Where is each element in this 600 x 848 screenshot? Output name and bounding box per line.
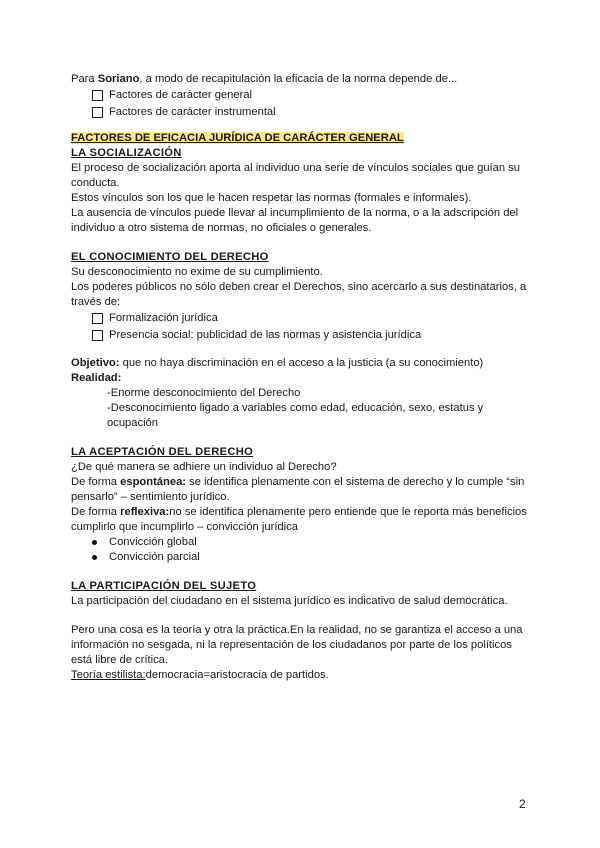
realidad-label: Realidad: [71, 372, 122, 384]
author-name: Soriano [97, 73, 140, 85]
espontanea-paragraph: De forma espontánea: se identifica plenamente con el sistema de derecho y lo cumple “sin pensarlo” – sentimiento jurídico. [71, 476, 525, 503]
paragraph: El proceso de socialización aporta al individuo una serie de vínculos sociales que guían su conducta. [71, 162, 521, 189]
paragraph: La participación del ciudadano en el sistema jurídico es indicativo de salud democrática. [71, 595, 508, 607]
page-number: 2 [519, 797, 526, 811]
paragraph: ¿De qué manera se adhiere un individuo al Derecho? [71, 461, 337, 473]
teoria-line: Teoría estilista:democracia=aristocracia de partidos. [71, 669, 329, 681]
checkbox[interactable] [92, 90, 103, 101]
checkbox[interactable] [92, 330, 103, 341]
bullet-item: Convicción parcial [71, 550, 531, 565]
paragraph: Estos vínculos son los que le hacen respetar las normas (formales e informales). [71, 192, 472, 204]
subsection-heading-socializacion: LA SOCIALIZACIÓN [71, 147, 182, 159]
checkbox[interactable] [92, 313, 103, 324]
checklist-item[interactable]: Presencia social: publicidad de las normas y asistencia jurídica [71, 327, 531, 344]
subsection-heading-conocimiento: EL CONOCIMIENTO DEL DERECHO [71, 251, 269, 263]
intro-paragraph: Para Soriano, a modo de recapitulación la eficacia de la norma depende de... [71, 73, 458, 85]
section-title: FACTORES DE EFICACIA JURÍDICA DE CARÁCTER GENERAL [71, 132, 404, 144]
subsection-heading-aceptacion: LA ACEPTACIÓN DEL DERECHO [71, 446, 254, 458]
reflexiva-paragraph: De forma reflexiva:no se identifica plenamente pero entiende que le reporta más beneficios cumplirlo que incumplirlo – convicción jurídica [71, 506, 527, 533]
paragraph: La ausencia de vínculos puede llevar al incumplimiento de la norma, o a la adscripción del individuo a otro sistema de normas, no oficiales o generales. [71, 207, 519, 234]
paragraph: Su desconocimiento no exime de su cumplimiento. [71, 266, 323, 278]
paragraph: Pero una cosa es la teoría y otra la práctica.En la realidad, no se garantiza el acceso a una información no sesgada, ni la representación de los ciudadanos por parte de los políticos está libre de crítica. [71, 624, 523, 666]
checklist-item[interactable]: Factores de carácter general [71, 87, 531, 104]
checkbox[interactable] [92, 107, 103, 118]
checklist-item[interactable]: Factores de carácter instrumental [71, 104, 531, 121]
realidad-item: -Enorme desconocimiento del Derecho [107, 387, 301, 399]
subsection-heading-participacion: LA PARTICIPACIÓN DEL SUJETO [71, 580, 257, 592]
bullet-item: Convicción global [71, 535, 531, 550]
document-body [71, 72, 531, 683]
checklist-item[interactable]: Formalización jurídica [71, 310, 531, 327]
bullet-icon [92, 555, 97, 560]
realidad-item: -Desconocimiento ligado a variables como edad, educación, sexo, estatus y ocupación [107, 402, 484, 429]
paragraph: Los poderes públicos no sólo deben crear el Derechos, sino acercarlo a sus destinatarios, a través de: [71, 281, 527, 308]
bullet-icon [92, 540, 97, 545]
objetivo-line: Objetivo: que no haya discriminación en el acceso a la justicia (a su conocimiento) [71, 357, 484, 369]
